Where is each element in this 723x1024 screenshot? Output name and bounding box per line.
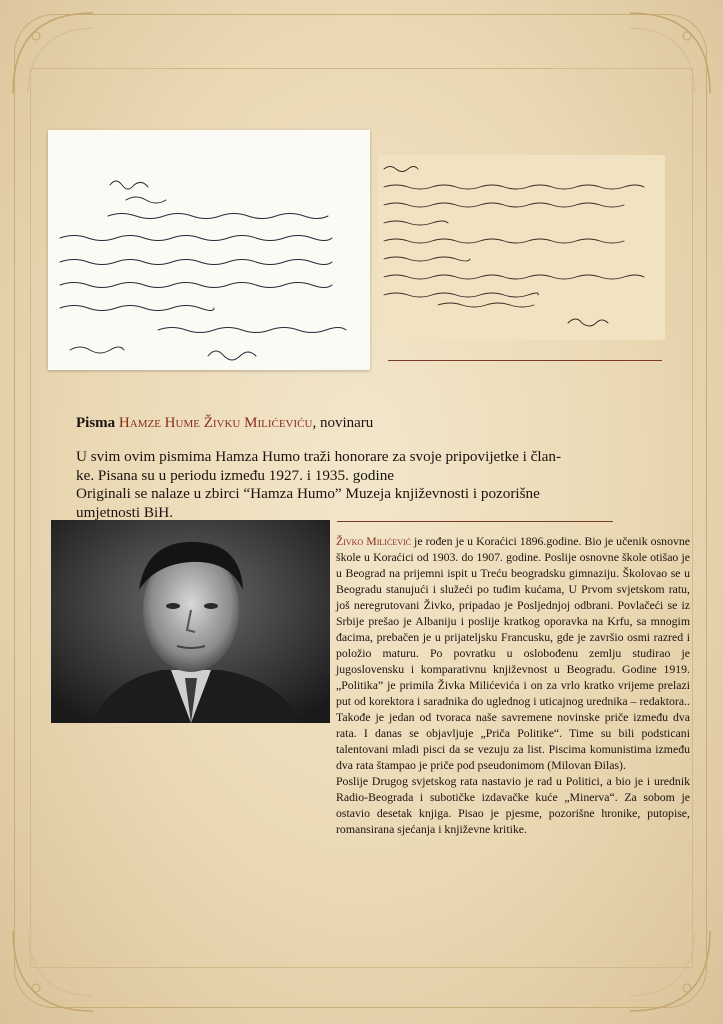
- ornament-bottom-left: [8, 926, 98, 1016]
- bio-name: Živko Milićević: [336, 534, 411, 548]
- handwritten-letter-2: [378, 155, 665, 340]
- caption-names: Hamze Hume Živku Milićeviću: [118, 415, 313, 431]
- caption-lead: Pisma: [76, 415, 116, 431]
- intro-line-3: Originali se nalaze u zbirci “Hamza Humo” Muzeja književnosti i pozorišne: [76, 485, 540, 502]
- intro-line-1: U svim ovim pismima Hamza Humo traži honorare za svoje pripovijetke i član-: [76, 448, 562, 465]
- caption-tail: , novinaru: [312, 415, 374, 431]
- ornament-top-left: [8, 8, 98, 98]
- bio-paragraph-2: Poslije Drugog svjetskog rata nastavio je rad u Politici, a bio je i urednik Radio-Beograda i subotičke izdavačke kuće „Minerva“. Za sobom je ostavio desetak knjiga. Pisao je pjesme, pozorišne hronike, putopise, romansirana sjećanja i književne kritike.: [336, 774, 690, 836]
- portrait-photo: [51, 520, 330, 723]
- letters-caption: [76, 415, 373, 432]
- handwritten-letter-1: [48, 130, 370, 370]
- divider-line-2: [337, 521, 613, 522]
- biography-text: [336, 533, 690, 837]
- ornament-bottom-right: [625, 926, 715, 1016]
- ornament-top-right: [625, 8, 715, 98]
- divider-line-1: [388, 360, 662, 361]
- intro-line-4: umjetnosti BiH.: [76, 503, 174, 521]
- bio-paragraph-1: [336, 533, 690, 773]
- bio-first-text: je rođen je u Koraćici 1896.godine. Bio je učenik osnovne škole u Koraćici od 1903. do 1907. godine. Poslije osnovne škole otišao je u Beograd na prijemni ispit u Treću beogradsku gimnaziju. Školovao se u Beogradu stanujući i služeći po tuđim kućama, U Prvom svjetskom ratu, još neregrutovani Živko, pripadao je Posljednjoj odbrani. Povlačeći se iz Srbije prešao je Albaniju i poslije kratkog oporavka na Krfu, sa mnogim đacima, prebačen je u prijateljsku Francusku, gde je završio osmi razred i položio maturu. Po povratku u oslobođenu zemlju studirao je jugoslovensku i komparativnu književnost u Beogradu. Godine 1919. „Politika” je primila Živka Milićevića i on za vrlo kratko vrijeme prelazi put od korektora i saradnika do uglednog i uticajnog urednika – redaktora.. Takođe je jedan od tvoraca naše savremene novinske priče između dva rata. I danas se objavljuje „Priča Politike“. Time su bili podsticani talentovani mladi pisci da se vezuju za list. Piscima komunistima između dva rata štampao je priče pod pseudonimom (Milovan Đilas).: [336, 534, 691, 772]
- intro-line-2: ke. Pisana su u periodu između 1927. i 1935. godine: [76, 466, 395, 484]
- intro-paragraph: [76, 448, 676, 522]
